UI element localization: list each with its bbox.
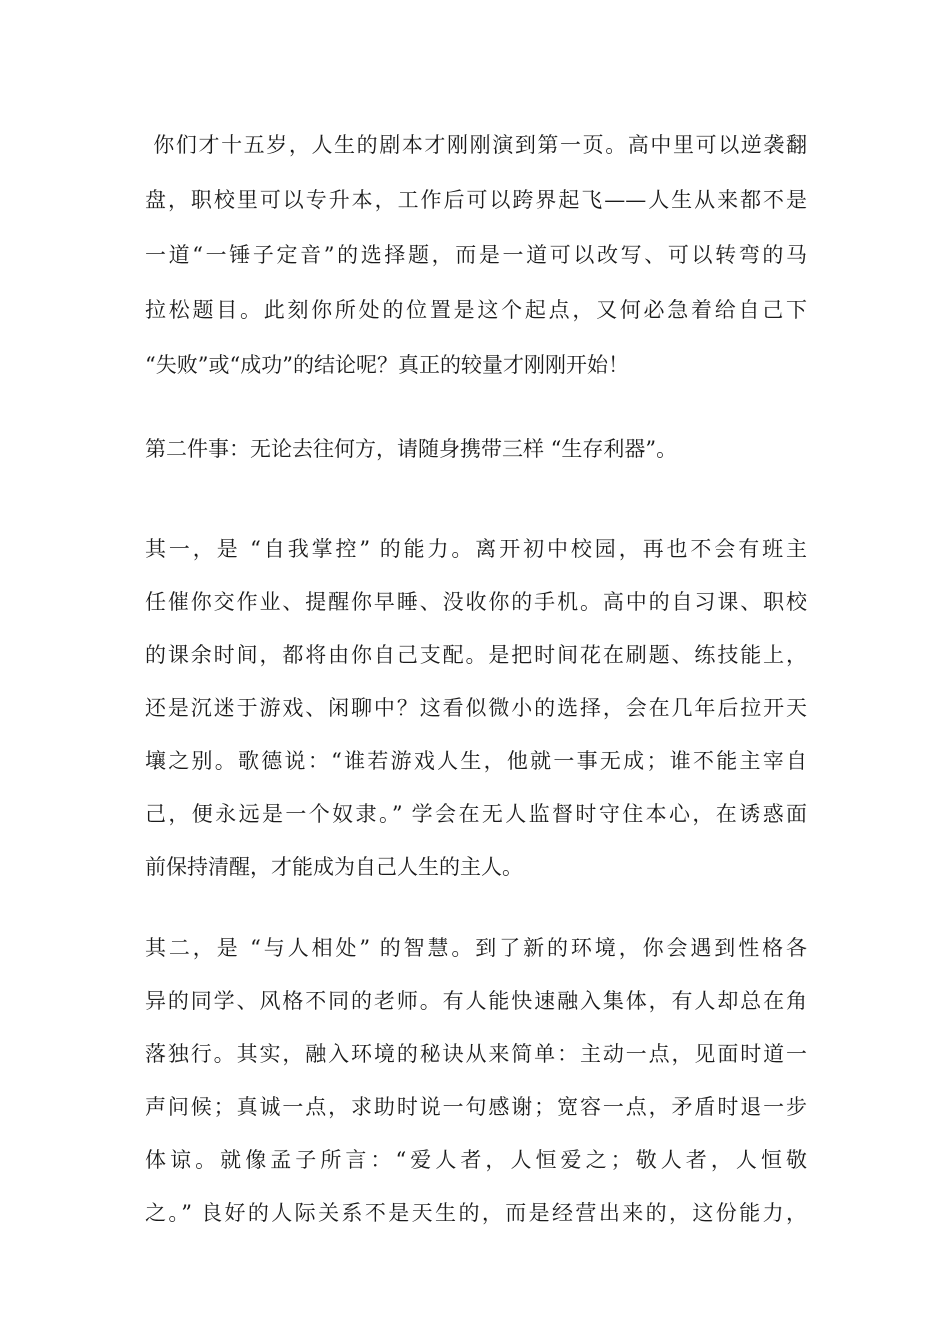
text-line: 异的同学、风格不同的老师。有人能快速融入集体，有人却总在角 (145, 989, 807, 1013)
text-line: 第二件事：无论去往何方，请随身携带三样 “生存利器”。 (145, 437, 678, 461)
text-line: 声问候；真诚一点，求助时说一句感谢；宽容一点，矛盾时退一步 (145, 1095, 807, 1119)
text-line: 己，便永远是一个奴隶。” 学会在无人监督时守住本心，在诱惑面 (145, 802, 807, 826)
text-line: 一道“一锤子定音”的选择题，而是一道可以改写、可以转弯的马 (145, 243, 807, 267)
text-line: 你们才十五岁，人生的剧本才刚刚演到第一页。高中里可以逆袭翻 (145, 133, 807, 157)
text-line: 壤之别。歌德说：“谁若游戏人生，他就一事无成；谁不能主宰自 (145, 749, 807, 773)
text-line: 前保持清醒，才能成为自己人生的主人。 (145, 855, 523, 879)
text-line: 任催你交作业、提醒你早睡、没收你的手机。高中的自习课、职校 (145, 590, 807, 614)
text-line: 其一，是 “自我掌控” 的能力。离开初中校园，再也不会有班主 (145, 537, 807, 561)
text-line: 落独行。其实，融入环境的秘诀从来简单：主动一点，见面时道一 (145, 1042, 807, 1066)
text-line: 之。” 良好的人际关系不是天生的，而是经营出来的，这份能力， (145, 1201, 807, 1225)
text-line: 还是沉迷于游戏、闲聊中？这看似微小的选择，会在几年后拉开天 (145, 696, 807, 720)
text-line: “失败”或“成功”的结论呢？真正的较量才刚刚开始！ (145, 353, 629, 377)
text-line: 其二，是 “与人相处” 的智慧。到了新的环境，你会遇到性格各 (145, 936, 807, 960)
text-line: 的课余时间，都将由你自己支配。是把时间花在刷题、练技能上， (145, 643, 807, 667)
text-line: 拉松题目。此刻你所处的位置是这个起点，又何必急着给自己下 (145, 298, 807, 322)
text-line: 体谅。就像孟子所言：“爱人者，人恒爱之；敬人者，人恒敬 (145, 1148, 807, 1172)
text-line: 盘，职校里可以专升本，工作后可以跨界起飞——人生从来都不是 (145, 188, 807, 212)
